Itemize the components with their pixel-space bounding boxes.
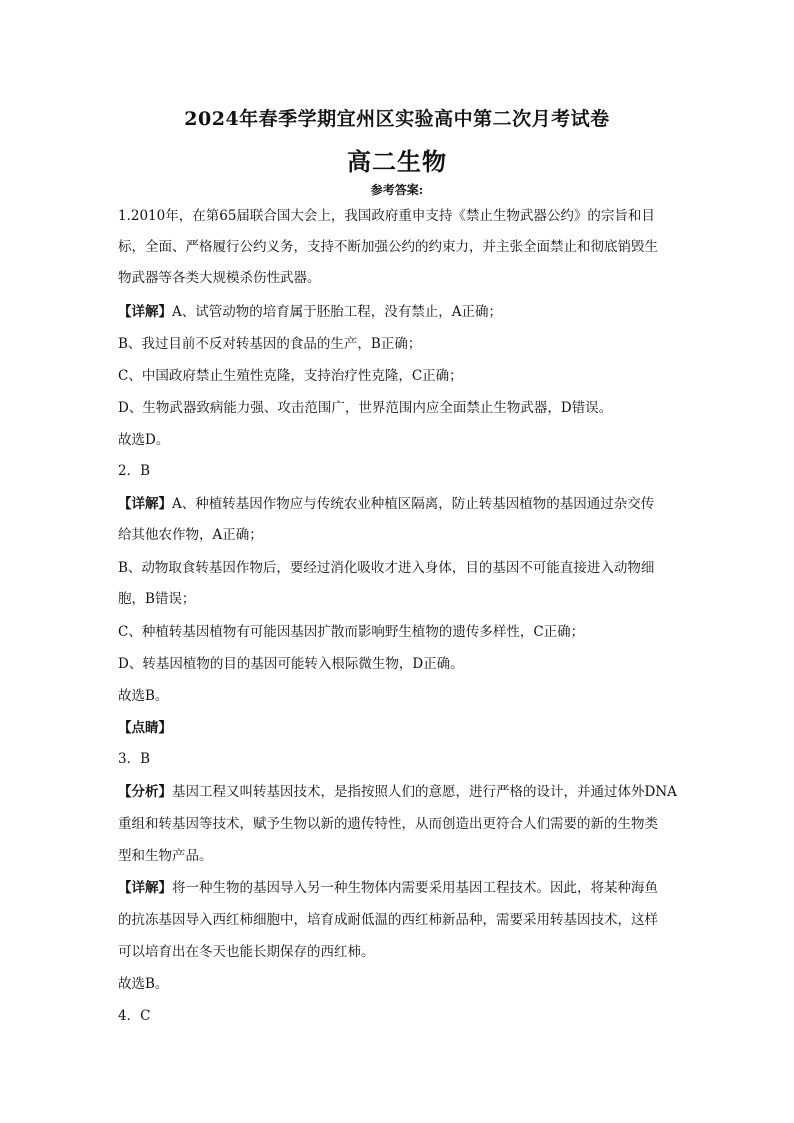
text-line: 2．B bbox=[118, 463, 151, 479]
text-line: 重组和转基因等技术，赋予生物以新的遗传特性，从而创造出更符合人们需要的新的生物类 bbox=[118, 816, 658, 832]
text-line: 3．B bbox=[118, 751, 151, 767]
text-line: 的抗冻基因导入西红柿细胞中，培育成耐低温的西红柿新品种，需要采用转基因技术，这样 bbox=[118, 912, 658, 928]
text-line: 4．C bbox=[118, 1008, 151, 1024]
text-line: 标，全面、严格履行公约义务，支持不断加强公约的约束力，并主张全面禁止和彻底销毁生 bbox=[118, 239, 658, 255]
text-line: 胞，B错误； bbox=[118, 591, 196, 607]
text-line: D、生物武器致病能力强、攻击范围广，世界范围内应全面禁止生物武器，D错误。 bbox=[118, 400, 613, 416]
text-line: 故选B。 bbox=[118, 688, 169, 704]
text-line: 故选B。 bbox=[118, 976, 169, 992]
text-line: 型和生物产品。 bbox=[118, 848, 213, 864]
text-line: D、转基因植物的目的基因可能转入根际微生物，D正确。 bbox=[118, 656, 464, 672]
text-line: C、中国政府禁止生殖性克隆，支持治疗性克隆，C正确； bbox=[118, 368, 463, 384]
text-line: 【详解】A、试管动物的培育属于胚胎工程，没有禁止，A正确； bbox=[118, 304, 502, 320]
text-line: 【分析】基因工程又叫转基因技术，是指按照人们的意愿，进行严格的设计，并通过体外DNA bbox=[118, 784, 677, 800]
subject-title: 高二生物 bbox=[347, 147, 447, 176]
text-line: 可以培育出在冬天也能长期保存的西红柿。 bbox=[118, 944, 375, 960]
text-line: 物武器等各类大规模杀伤性武器。 bbox=[118, 270, 321, 286]
answer-key-label: 参考答案: bbox=[370, 183, 424, 197]
exam-title: 2024年春季学期宜州区实验高中第二次月考试卷 bbox=[184, 108, 610, 130]
text-line: C、种植转基因植物有可能因基因扩散而影响野生植物的遗传多样性，C正确； bbox=[118, 624, 585, 640]
text-line: 【点睛】 bbox=[118, 720, 172, 736]
text-line: B、我过目前不反对转基因的食品的生产，B正确； bbox=[118, 336, 422, 352]
text-line: 给其他农作物，A正确； bbox=[118, 527, 263, 543]
text-line: 1.2010年，在第65届联合国大会上，我国政府重申支持《禁止生物武器公约》的宗旨和目 bbox=[118, 208, 655, 224]
text-line: 【详解】A、种植转基因作物应与传统农业种植区隔离，防止转基因植物的基因通过杂交传 bbox=[118, 496, 655, 512]
text-line: 【详解】将一种生物的基因导入另一种生物体内需要采用基因工程技术。因此，将某种海鱼 bbox=[118, 880, 658, 896]
text-line: 故选D。 bbox=[118, 432, 170, 448]
text-line: B、动物取食转基因作物后，要经过消化吸收才进入身体，目的基因不可能直接进入动物细 bbox=[118, 560, 655, 576]
